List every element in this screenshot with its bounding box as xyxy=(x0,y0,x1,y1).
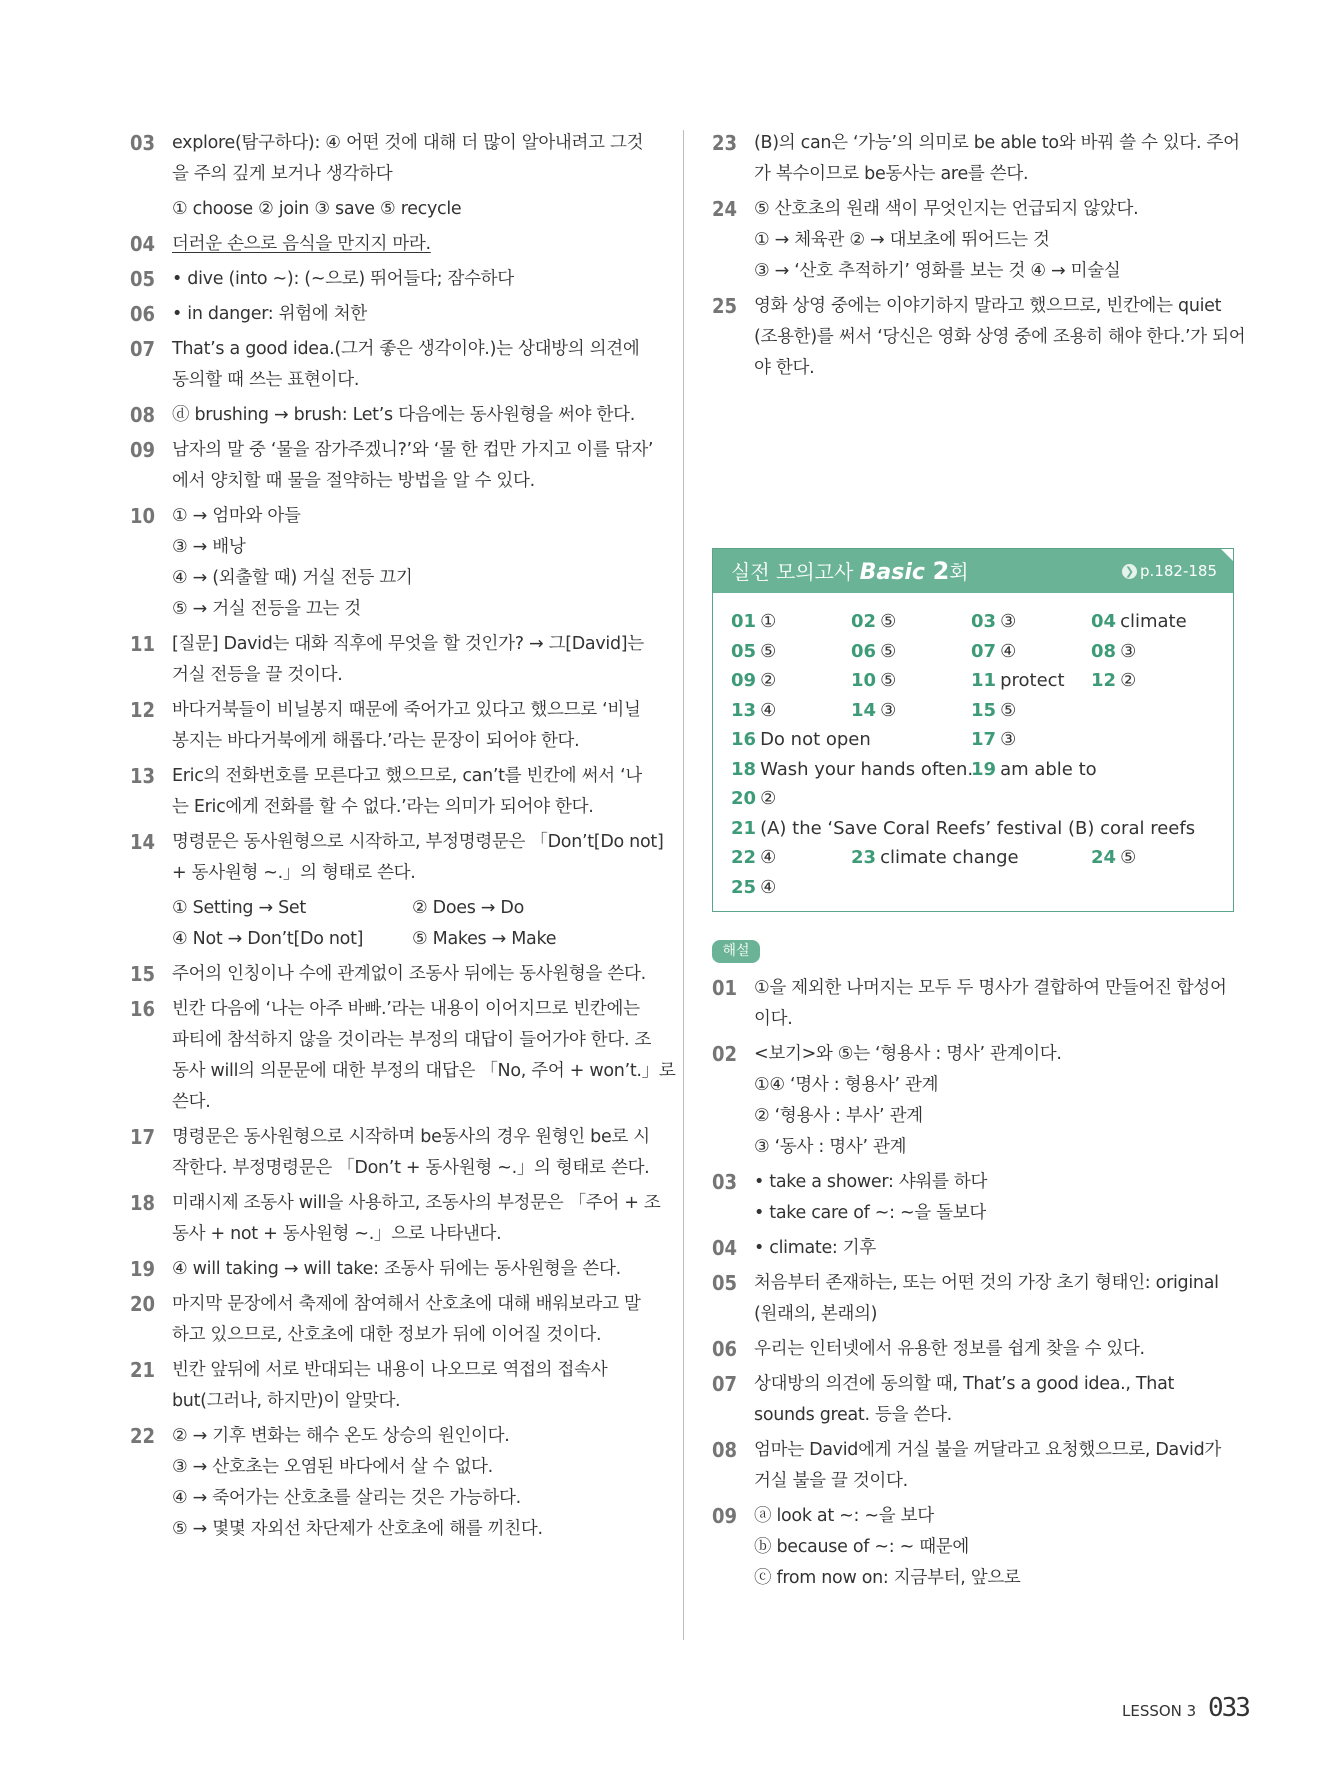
item-13 xyxy=(130,761,655,823)
item-number: 23 xyxy=(712,131,738,155)
item-text: explore(탐구하다): ④ 어떤 것에 대해 더 많이 알아내려고 그것 xyxy=(172,133,644,153)
item-text: 빈칸 다음에 ‘나는 아주 바빠.’라는 내용이 이어지므로 빈칸에는 xyxy=(172,999,640,1019)
answer-11 xyxy=(971,670,1065,692)
item-03 xyxy=(130,128,655,225)
answer-value: ② xyxy=(760,670,777,691)
item-text: 명령문은 동사원형으로 시작하며 be동사의 경우 원형인 be로 시 xyxy=(172,1127,650,1147)
item-22 xyxy=(130,1421,655,1545)
answer-value: ④ xyxy=(1000,640,1017,662)
explanation-label: 해설 xyxy=(712,940,760,963)
item-text: 동사 will의 의문문에 대한 부정의 대답은 「No, 주어 + won’t.」로 xyxy=(172,1061,676,1081)
title-suffix: 회 xyxy=(949,560,969,584)
option: ⑤ Makes → Make xyxy=(412,929,557,949)
answer-number: 18 xyxy=(731,758,757,780)
item-text: • climate: 기후 xyxy=(754,1238,876,1258)
answer-value: ③ xyxy=(1000,611,1017,632)
answer-number: 12 xyxy=(1091,670,1117,691)
item-text: • take a shower: 샤워를 하다 xyxy=(754,1172,988,1192)
answer-number: 25 xyxy=(731,876,757,898)
item-options-row xyxy=(172,924,655,955)
item-15 xyxy=(130,959,655,990)
answer-10 xyxy=(851,670,896,692)
explanation-04 xyxy=(712,1233,1237,1264)
item-number: 18 xyxy=(130,1191,156,1215)
answer-number: 13 xyxy=(731,699,757,721)
answer-key-title xyxy=(731,558,969,586)
answer-24 xyxy=(1091,847,1136,869)
item-number: 08 xyxy=(712,1438,738,1462)
item-number: 20 xyxy=(130,1292,156,1316)
item-text: <보기>와 ⑤는 ‘형용사 : 명사’ 관계이다. xyxy=(754,1044,1062,1064)
item-number: 06 xyxy=(712,1337,738,1361)
answer-number: 23 xyxy=(851,847,877,868)
page-reference-text: p.182-185 xyxy=(1140,562,1217,580)
item-text: 우리는 인터넷에서 유용한 정보를 쉽게 찾을 수 있다. xyxy=(754,1339,1145,1359)
item-10 xyxy=(130,501,655,625)
item-text: ④ → (외출할 때) 거실 전등 끄기 xyxy=(172,568,413,588)
answer-value: ① xyxy=(760,611,777,632)
item-text: 명령문은 동사원형으로 시작하고, 부정명령문은 「Don’t[Do not] xyxy=(172,832,664,852)
item-24 xyxy=(712,194,1237,287)
item-text: That’s a good idea.(그거 좋은 생각이야.)는 상대방의 의견에 xyxy=(172,339,640,359)
answer-value: (A) the ‘Save Coral Reefs’ festival (B) coral reefs xyxy=(760,817,1196,839)
answer-number: 17 xyxy=(971,729,997,750)
answer-06 xyxy=(851,641,896,663)
answer-01 xyxy=(731,611,776,633)
item-text: 상대방의 의견에 동의할 때, That’s a good idea., That xyxy=(754,1374,1175,1394)
item-number: 04 xyxy=(130,232,156,256)
item-text: sounds great. 등을 쓴다. xyxy=(754,1405,952,1425)
item-text: 처음부터 존재하는, 또는 어떤 것의 가장 초기 형태인: original xyxy=(754,1273,1219,1293)
answer-12 xyxy=(1091,670,1136,692)
item-options: ① choose ② join ③ save ⑤ recycle xyxy=(172,199,462,219)
item-25 xyxy=(712,291,1246,384)
answer-13 xyxy=(731,700,776,722)
answer-value: ③ xyxy=(1000,729,1017,750)
item-number: 05 xyxy=(712,1271,738,1295)
answer-number: 07 xyxy=(971,640,997,662)
item-19 xyxy=(130,1254,655,1285)
answer-value: ⑤ xyxy=(760,640,777,662)
answer-number: 14 xyxy=(851,699,877,721)
item-number: 13 xyxy=(130,764,156,788)
answer-value: ⑤ xyxy=(1120,847,1137,868)
item-text: 동의할 때 쓰는 표현이다. xyxy=(172,370,360,390)
right-column-top xyxy=(712,128,1246,388)
item-text: (조용한)를 써서 ‘당신은 영화 상영 중에 조용히 해야 한다.’가 되어 xyxy=(754,327,1246,347)
item-text: ⑤ → 거실 전등을 끄는 것 xyxy=(172,599,361,619)
answer-value: ④ xyxy=(760,847,777,868)
explanation-03 xyxy=(712,1167,1237,1229)
item-number: 21 xyxy=(130,1358,156,1382)
item-18 xyxy=(130,1188,661,1250)
item-number: 17 xyxy=(130,1125,156,1149)
item-text: • in danger: 위험에 처한 xyxy=(172,304,367,324)
answer-number: 08 xyxy=(1091,640,1117,662)
title-number: 2 xyxy=(932,557,950,585)
answer-14 xyxy=(851,700,896,722)
item-text: ⓐ look at ~: ~을 보다 xyxy=(754,1506,934,1526)
item-04 xyxy=(130,229,655,260)
item-number: 09 xyxy=(712,1504,738,1528)
item-number: 06 xyxy=(130,302,156,326)
answer-number: 15 xyxy=(971,699,997,721)
page-reference xyxy=(1122,562,1217,580)
item-text xyxy=(172,229,655,260)
answer-19 xyxy=(971,759,1097,781)
column-divider xyxy=(683,130,684,1640)
explanation-06 xyxy=(712,1334,1237,1365)
item-text: 남자의 말 중 ‘물을 잠가주겠니?’와 ‘물 한 컵만 가지고 이를 닦자’ xyxy=(172,440,654,460)
answer-05 xyxy=(731,641,776,663)
item-text: 영화 상영 중에는 이야기하지 말라고 했으므로, 빈칸에는 quiet xyxy=(754,296,1222,316)
answer-value: am able to xyxy=(1000,758,1097,780)
answer-value: Wash your hands often. xyxy=(760,758,974,780)
answer-number: 06 xyxy=(851,640,877,662)
item-text: 하고 있으므로, 산호초에 대한 정보가 뒤에 이어질 것이다. xyxy=(172,1325,602,1345)
item-text: 파티에 참석하지 않을 것이라는 부정의 대답이 들어가야 한다. 조 xyxy=(172,1030,652,1050)
underlined-text: 더러운 손으로 음식을 만지지 마라. xyxy=(172,234,431,254)
item-text: ④ → 죽어가는 산호초를 살리는 것은 가능하다. xyxy=(172,1488,521,1508)
item-number: 19 xyxy=(130,1257,156,1281)
item-number: 22 xyxy=(130,1424,156,1448)
answer-value: ③ xyxy=(1120,640,1137,662)
item-text: 야 한다. xyxy=(754,358,815,378)
answer-value: ② xyxy=(760,788,777,809)
item-number: 04 xyxy=(712,1236,738,1260)
item-text: ③ ‘동사 : 명사’ 관계 xyxy=(754,1137,907,1157)
answer-value: ⑤ xyxy=(880,611,897,632)
answer-value: ⑤ xyxy=(1000,699,1017,721)
item-number: 09 xyxy=(130,438,156,462)
explanation-01 xyxy=(712,973,1237,1035)
answer-number: 04 xyxy=(1091,611,1117,632)
item-text: ⑤ 산호초의 원래 색이 무엇인지는 언급되지 않았다. xyxy=(754,199,1139,219)
answer-07 xyxy=(971,641,1016,663)
answer-number: 09 xyxy=(731,670,757,691)
item-text: ③ → 산호초는 오염된 바다에서 살 수 없다. xyxy=(172,1457,493,1477)
answer-number: 24 xyxy=(1091,847,1117,868)
item-text: ① → 체육관 ② → 대보초에 뛰어드는 것 xyxy=(754,230,1050,250)
item-text: • dive (into ~): (~으로) 뛰어들다; 잠수하다 xyxy=(172,269,514,289)
answer-value: ⑤ xyxy=(880,640,897,662)
page-number: 033 xyxy=(1208,1693,1249,1723)
item-11 xyxy=(130,629,655,691)
item-number: 11 xyxy=(130,632,156,656)
item-text: 빈칸 앞뒤에 서로 반대되는 내용이 나오므로 역접의 접속사 xyxy=(172,1360,608,1380)
answer-25 xyxy=(731,877,776,899)
item-text: ② ‘형용사 : 부사’ 관계 xyxy=(754,1106,923,1126)
answer-number: 02 xyxy=(851,611,877,632)
item-number: 05 xyxy=(130,267,156,291)
item-number: 08 xyxy=(130,403,156,427)
item-text: ② → 기후 변화는 해수 온도 상승의 원인이다. xyxy=(172,1426,510,1446)
answer-value: ④ xyxy=(760,876,777,898)
item-text: 가 복수이므로 be동사는 are를 쓴다. xyxy=(754,164,1029,184)
lesson-label: LESSON 3 xyxy=(1122,1702,1197,1720)
answer-number: 05 xyxy=(731,640,757,662)
option: ② Does → Do xyxy=(412,898,524,918)
option: ① Setting → Set xyxy=(172,898,306,918)
item-text: ①④ ‘명사 : 형용사’ 관계 xyxy=(754,1075,939,1095)
answer-number: 21 xyxy=(731,817,757,839)
item-text: 마지막 문장에서 축제에 참여해서 산호초에 대해 배워보라고 말 xyxy=(172,1294,641,1314)
item-05 xyxy=(130,264,655,295)
item-text: ⓒ from now on: 지금부터, 앞으로 xyxy=(754,1568,1021,1588)
item-number: 03 xyxy=(130,131,156,155)
item-number: 25 xyxy=(712,294,738,318)
item-text: 엄마는 David에게 거실 불을 꺼달라고 요청했으므로, David가 xyxy=(754,1440,1221,1460)
chevron-right-icon: ❯ xyxy=(1122,564,1137,579)
item-text: 에서 양치할 때 물을 절약하는 방법을 알 수 있다. xyxy=(172,471,535,491)
item-text: ④ will taking → will take: 조동사 뒤에는 동사원형을 쓴다. xyxy=(172,1259,621,1279)
item-number: 16 xyxy=(130,997,156,1021)
item-text: (B)의 can은 ‘가능’의 의미로 be able to와 바꿔 쓸 수 있다. 주어 xyxy=(754,133,1240,153)
answer-number: 10 xyxy=(851,670,877,691)
answer-number: 20 xyxy=(731,788,757,809)
answer-value: ⑤ xyxy=(880,670,897,691)
answer-value: ③ xyxy=(880,699,897,721)
item-text: + 동사원형 ~.」의 형태로 쓴다. xyxy=(172,863,416,883)
item-08 xyxy=(130,400,655,431)
item-text: 거실 불을 끌 것이다. xyxy=(754,1471,908,1491)
item-number: 14 xyxy=(130,830,156,854)
item-text: ⑤ → 몇몇 자외선 차단제가 산호초에 해를 끼친다. xyxy=(172,1519,543,1539)
answer-value: ④ xyxy=(760,699,777,721)
item-text: 거실 전등을 끌 것이다. xyxy=(172,665,343,685)
item-20 xyxy=(130,1289,655,1351)
item-17 xyxy=(130,1122,655,1184)
answer-number: 19 xyxy=(971,758,997,780)
item-text: 주어의 인칭이나 수에 관계없이 조동사 뒤에는 동사원형을 쓴다. xyxy=(172,964,646,984)
item-number: 07 xyxy=(712,1372,738,1396)
item-number: 10 xyxy=(130,504,156,528)
answer-17 xyxy=(971,729,1016,751)
explanation-list xyxy=(712,973,1237,1598)
item-16 xyxy=(130,994,676,1118)
item-number: 02 xyxy=(712,1042,738,1066)
item-text: 동사 + not + 동사원형 ~.」으로 나타낸다. xyxy=(172,1224,502,1244)
answer-18 xyxy=(731,759,973,781)
answer-22 xyxy=(731,847,776,869)
item-number: 01 xyxy=(712,976,738,1000)
answer-number: 16 xyxy=(731,729,757,750)
answer-key-box xyxy=(712,548,1234,912)
explanation-05 xyxy=(712,1268,1237,1330)
item-text: 작한다. 부정명령문은 「Don’t + 동사원형 ~.」의 형태로 쓴다. xyxy=(172,1158,650,1178)
item-text: ① → 엄마와 아들 xyxy=(172,506,301,526)
answer-04 xyxy=(1091,611,1187,633)
item-text: 을 주의 깊게 보거나 생각하다 xyxy=(172,164,393,184)
item-12 xyxy=(130,695,655,757)
answer-16 xyxy=(731,729,871,751)
explanation-09 xyxy=(712,1501,1237,1594)
item-21 xyxy=(130,1355,655,1417)
item-text: but(그러나, 하지만)이 알맞다. xyxy=(172,1391,401,1411)
item-number: 12 xyxy=(130,698,156,722)
answer-20 xyxy=(731,788,776,810)
answer-value: climate change xyxy=(880,847,1019,868)
answer-09 xyxy=(731,670,776,692)
item-number: 15 xyxy=(130,962,156,986)
item-options-row xyxy=(172,893,655,924)
explanation-02 xyxy=(712,1039,1237,1163)
answer-number: 22 xyxy=(731,847,757,868)
item-text: 쓴다. xyxy=(172,1092,211,1112)
item-number: 03 xyxy=(712,1170,738,1194)
item-number: 07 xyxy=(130,337,156,361)
explanation-07 xyxy=(712,1369,1237,1431)
item-text: 미래시제 조동사 will을 사용하고, 조동사의 부정문은 「주어 + 조 xyxy=(172,1193,661,1213)
answer-value: protect xyxy=(1000,670,1065,691)
item-text: ①을 제외한 나머지는 모두 두 명사가 결합하여 만들어진 합성어 xyxy=(754,978,1227,998)
answer-number: 11 xyxy=(971,670,997,691)
item-text: 봉지는 바다거북에게 해롭다.’라는 문장이 되어야 한다. xyxy=(172,731,580,751)
answer-value: ② xyxy=(1120,670,1137,691)
title-prefix: 실전 모의고사 xyxy=(731,560,860,584)
item-text: Eric의 전화번호를 모른다고 했으므로, can’t를 빈칸에 써서 ‘나 xyxy=(172,766,642,786)
item-number: 24 xyxy=(712,197,738,221)
item-text: • take care of ~: ~을 돌보다 xyxy=(754,1203,986,1223)
answer-08 xyxy=(1091,641,1136,663)
item-text: ③ → ‘산호 추적하기’ 영화를 보는 것 ④ → 미술실 xyxy=(754,261,1121,281)
item-text: ⓓ brushing → brush: Let’s 다음에는 동사원형을 써야 한다. xyxy=(172,405,636,425)
answer-15 xyxy=(971,700,1016,722)
item-09 xyxy=(130,435,655,497)
answer-23 xyxy=(851,847,1019,869)
item-text: 바다거북들이 비닐봉지 때문에 죽어가고 있다고 했으므로 ‘비닐 xyxy=(172,700,641,720)
answer-02 xyxy=(851,611,896,633)
answer-value: Do not open xyxy=(760,729,871,750)
item-text: ⓑ because of ~: ~ 때문에 xyxy=(754,1537,970,1557)
item-text: 이다. xyxy=(754,1009,793,1029)
answer-value: climate xyxy=(1120,611,1187,632)
item-14 xyxy=(130,827,664,955)
left-column xyxy=(130,128,676,1549)
answer-number: 03 xyxy=(971,611,997,632)
item-text: 는 Eric에게 전화를 할 수 없다.’라는 의미가 되어야 한다. xyxy=(172,797,594,817)
option: ④ Not → Don’t[Do not] xyxy=(172,929,364,949)
item-text: (원래의, 본래의) xyxy=(754,1304,878,1324)
answer-03 xyxy=(971,611,1016,633)
answer-number: 01 xyxy=(731,611,757,632)
answer-21 xyxy=(731,818,1195,840)
item-text: ③ → 배낭 xyxy=(172,537,246,557)
item-06 xyxy=(130,299,655,330)
item-23 xyxy=(712,128,1240,190)
explanation-08 xyxy=(712,1435,1237,1497)
item-07 xyxy=(130,334,655,396)
item-text: [질문] David는 대화 직후에 무엇을 할 것인가? → 그[David]는 xyxy=(172,634,644,654)
title-basic: Basic xyxy=(859,560,933,585)
